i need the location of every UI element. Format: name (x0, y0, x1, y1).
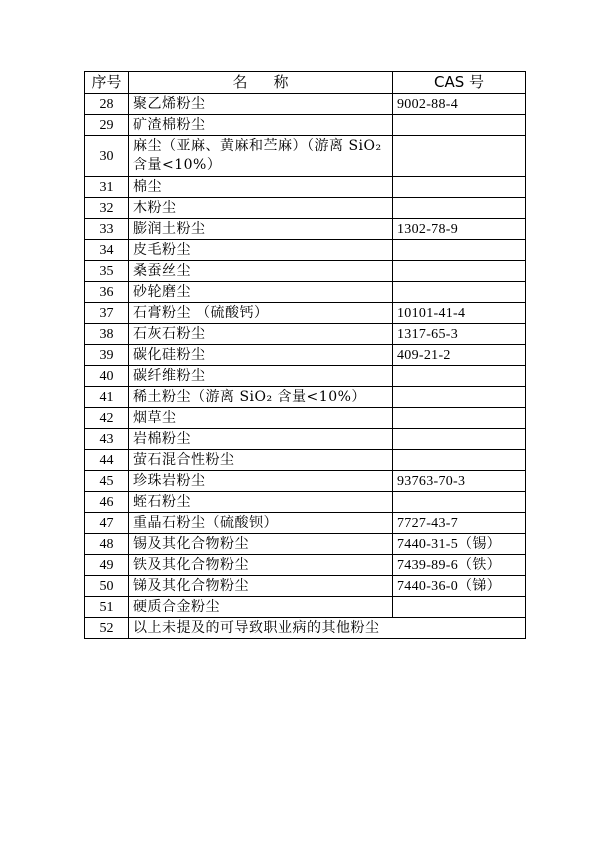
header-name-right: 称 (273, 73, 289, 91)
table-row (85, 534, 526, 555)
row-dust-name: 岩棉粉尘 (129, 429, 393, 450)
table-row (85, 324, 526, 345)
row-dust-name: 石灰石粉尘 (129, 324, 393, 345)
table-row (85, 261, 526, 282)
table-row (85, 471, 526, 492)
row-dust-name: 碳化硅粉尘 (129, 345, 393, 366)
table-row (85, 597, 526, 618)
row-dust-name: 膨润土粉尘 (129, 219, 393, 240)
row-dust-name: 铁及其化合物粉尘 (129, 555, 393, 576)
table-row (85, 282, 526, 303)
row-dust-name: 蛭石粉尘 (129, 492, 393, 513)
row-dust-name: 锡及其化合物粉尘 (129, 534, 393, 555)
row-serial-number: 39 (85, 345, 129, 366)
row-serial-number: 43 (85, 429, 129, 450)
row-cas-number (393, 429, 526, 450)
table-row (85, 345, 526, 366)
table-row (85, 387, 526, 408)
table-row (85, 177, 526, 198)
dust-table (84, 71, 526, 639)
row-dust-name: 锑及其化合物粉尘 (129, 576, 393, 597)
row-serial-number: 50 (85, 576, 129, 597)
row-serial-number: 46 (85, 492, 129, 513)
row-serial-number: 30 (85, 136, 129, 177)
row-serial-number: 48 (85, 534, 129, 555)
header-name (129, 72, 393, 94)
row-cas-number (393, 366, 526, 387)
row-dust-name: 木粉尘 (129, 198, 393, 219)
row-cas-number: 7439-89-6（铁） (393, 555, 526, 576)
row-serial-number: 31 (85, 177, 129, 198)
row-cas-number (393, 492, 526, 513)
table-body (85, 94, 526, 639)
row-cas-number (393, 450, 526, 471)
row-serial-number: 32 (85, 198, 129, 219)
header-serial-number: 序号 (85, 72, 129, 94)
row-cas-number (393, 282, 526, 303)
row-cas-number: 7440-31-5（锡） (393, 534, 526, 555)
header-cas-number: CAS 号 (393, 72, 526, 94)
row-serial-number: 35 (85, 261, 129, 282)
table-row (85, 136, 526, 177)
row-dust-name: 麻尘（亚麻、黄麻和苎麻）（游离 SiO₂ 含量<10%） (129, 136, 393, 177)
row-serial-number: 41 (85, 387, 129, 408)
table-row (85, 408, 526, 429)
row-cas-number (393, 240, 526, 261)
table-row (85, 450, 526, 471)
table-row (85, 303, 526, 324)
row-serial-number: 34 (85, 240, 129, 261)
row-dust-name: 碳纤维粉尘 (129, 366, 393, 387)
row-dust-name: 珍珠岩粉尘 (129, 471, 393, 492)
row-dust-name: 稀土粉尘（游离 SiO₂ 含量<10%） (129, 387, 393, 408)
header-name-left: 名 (232, 73, 248, 91)
row-dust-name: 萤石混合性粉尘 (129, 450, 393, 471)
row-cas-number: 7727-43-7 (393, 513, 526, 534)
row-cas-number (393, 198, 526, 219)
row-dust-name: 石膏粉尘 （硫酸钙） (129, 303, 393, 324)
table-row (85, 115, 526, 136)
row-cas-number (393, 387, 526, 408)
row-serial-number: 29 (85, 115, 129, 136)
row-dust-name: 砂轮磨尘 (129, 282, 393, 303)
row-cas-number (393, 408, 526, 429)
row-dust-name: 重晶石粉尘（硫酸钡） (129, 513, 393, 534)
row-serial-number: 36 (85, 282, 129, 303)
table-row (85, 198, 526, 219)
row-serial-number: 45 (85, 471, 129, 492)
row-serial-number: 40 (85, 366, 129, 387)
row-cas-number (393, 115, 526, 136)
row-serial-number: 38 (85, 324, 129, 345)
table-header-row (85, 72, 526, 94)
row-serial-number: 42 (85, 408, 129, 429)
row-serial-number: 51 (85, 597, 129, 618)
row-cas-number: 9002-88-4 (393, 94, 526, 115)
table-row (85, 492, 526, 513)
row-dust-name: 硬质合金粉尘 (129, 597, 393, 618)
table-row (85, 429, 526, 450)
row-serial-number: 52 (85, 618, 129, 639)
row-dust-name: 以上未提及的可导致职业病的其他粉尘 (129, 618, 526, 639)
row-dust-name: 棉尘 (129, 177, 393, 198)
table-row (85, 240, 526, 261)
row-dust-name: 矿渣棉粉尘 (129, 115, 393, 136)
row-serial-number: 44 (85, 450, 129, 471)
row-cas-number: 7440-36-0（锑） (393, 576, 526, 597)
row-cas-number (393, 597, 526, 618)
table-row (85, 219, 526, 240)
row-cas-number (393, 136, 526, 177)
table-row (85, 513, 526, 534)
row-dust-name: 烟草尘 (129, 408, 393, 429)
row-cas-number (393, 177, 526, 198)
row-cas-number (393, 261, 526, 282)
row-serial-number: 49 (85, 555, 129, 576)
row-serial-number: 47 (85, 513, 129, 534)
row-serial-number: 37 (85, 303, 129, 324)
row-serial-number: 33 (85, 219, 129, 240)
table-row (85, 366, 526, 387)
table-row (85, 576, 526, 597)
row-cas-number: 409-21-2 (393, 345, 526, 366)
row-cas-number: 1317-65-3 (393, 324, 526, 345)
table-row (85, 618, 526, 639)
table-row (85, 555, 526, 576)
dust-list-sheet (84, 71, 526, 639)
row-cas-number: 10101-41-4 (393, 303, 526, 324)
row-dust-name: 桑蚕丝尘 (129, 261, 393, 282)
row-dust-name: 皮毛粉尘 (129, 240, 393, 261)
row-dust-name: 聚乙烯粉尘 (129, 94, 393, 115)
row-cas-number: 93763-70-3 (393, 471, 526, 492)
table-row (85, 94, 526, 115)
row-cas-number: 1302-78-9 (393, 219, 526, 240)
row-serial-number: 28 (85, 94, 129, 115)
